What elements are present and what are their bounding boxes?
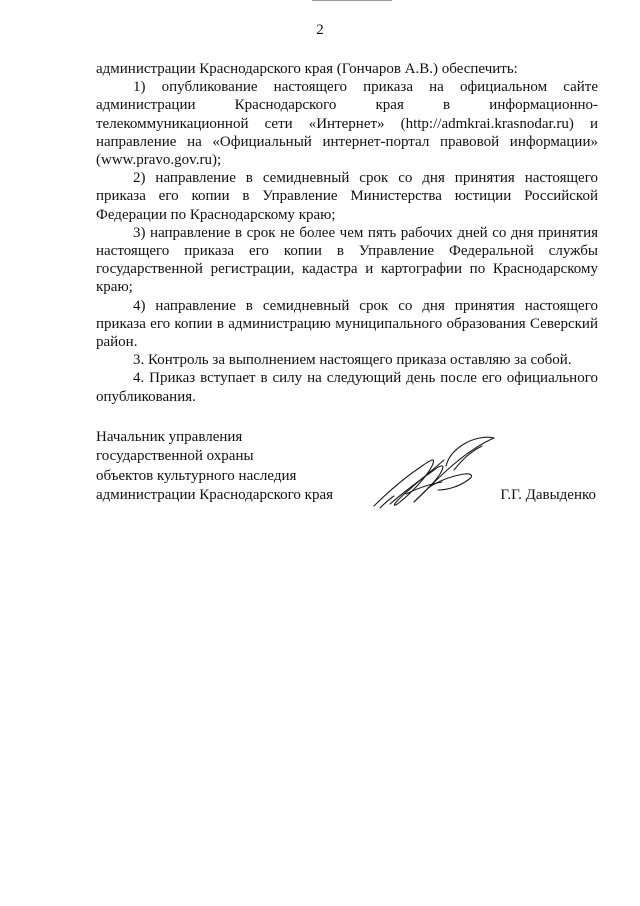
- page-number: 2: [316, 22, 324, 38]
- paragraph-item-1-publication: 1) опубликование настоящего приказа на официальном сайте администрации Краснодарского края в информационно-телекоммуникационной сети «Интернет» (http://admkrai.krasnodar.ru) и направление на «Официальный интернет-портал правовой информации» (www.pravo.gov.ru);: [96, 79, 598, 169]
- paragraph-entry-into-force: 4. Приказ вступает в силу на следующий день после его официального опубликования.: [96, 370, 598, 405]
- signature-block: [96, 428, 598, 518]
- paragraph-continuation: администрации Краснодарского края (Гончаров А.В.) обеспечить:: [96, 61, 518, 77]
- signatory-position-line-1: Начальник управления: [96, 429, 243, 445]
- signatory-position: [96, 428, 333, 506]
- signatory-position-line-4: администрации Краснодарского края: [96, 487, 334, 504]
- order-body-text: [96, 60, 598, 406]
- signatory-name: Г.Г. Давыденко: [500, 487, 596, 503]
- handwritten-signature: [370, 430, 500, 512]
- paragraph-item-4-municipality: 4) направление в семидневный срок со дня принятия настоящего приказа его копии в администрацию муниципального образования Северский район.: [96, 297, 598, 351]
- top-edge-line: [312, 0, 392, 1]
- paragraph-item-3-rosreestr: 3) направление в срок не более чем пять рабочих дней со дня принятия настоящего приказа его копии в Управление Федеральной службы государственной регистрации, кадастра и картографии по Краснодарскому краю;: [96, 224, 598, 296]
- signatory-position-line-2: государственной охраны: [96, 448, 254, 465]
- paragraph-item-2-ministry-justice: 2) направление в семидневный срок со дня принятия настоящего приказа его копии в Управление Министерства юстиции Российской Федерации по Краснодарскому краю;: [96, 170, 598, 223]
- signatory-position-line-3: объектов культурного наследия: [96, 467, 297, 484]
- paragraph-control: 3. Контроль за выполнением настоящего приказа оставляю за собой.: [133, 352, 572, 369]
